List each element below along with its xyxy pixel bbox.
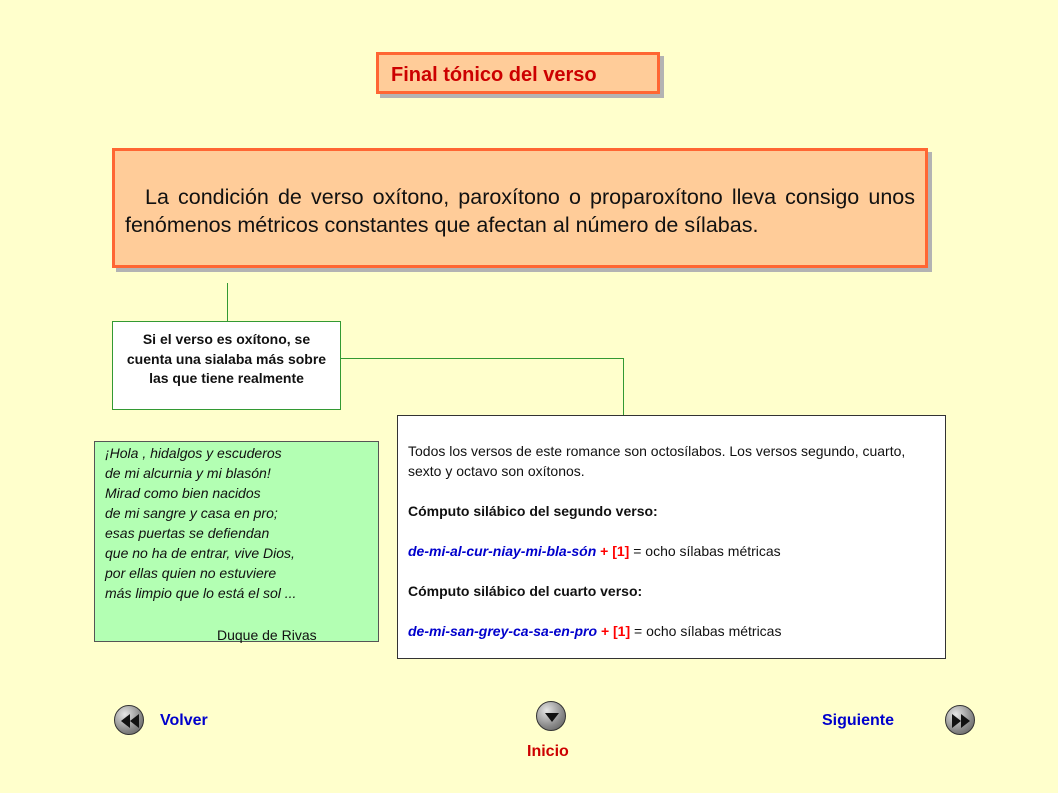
poem-line: más limpio que lo está el sol ... xyxy=(105,585,297,601)
poem-box xyxy=(94,441,379,642)
syllables-fourth-verse: de-mi-san-grey-ca-sa-en-pro xyxy=(408,623,598,639)
back-link[interactable]: Volver xyxy=(160,712,208,729)
equals-second: = ocho sílabas métricas xyxy=(629,543,781,559)
explanation-intro: Todos los versos de este romance son octosílabos. Los versos segundo, cuarto, sexto y octavo son oxítonos. xyxy=(408,443,906,479)
poem-line: de mi sangre y casa en pro; xyxy=(105,505,278,521)
heading-second-verse: Cómputo silábico del segundo verso: xyxy=(408,503,658,519)
connector-oxitono-horizontal xyxy=(341,358,624,359)
explanation-box xyxy=(397,415,946,659)
chevron-down-icon xyxy=(537,702,567,732)
connector-main-to-oxitono xyxy=(227,283,228,321)
poem-line: esas puertas se defiendan xyxy=(105,525,270,541)
poem-author: Duque de Rivas xyxy=(217,627,317,643)
poem-line: de mi alcurnia y mi blasón! xyxy=(105,465,271,481)
oxitono-box xyxy=(112,321,341,410)
page-title: Final tónico del verso xyxy=(391,64,597,86)
fast-forward-icon xyxy=(946,706,976,736)
connector-to-explanation xyxy=(623,358,624,415)
next-link[interactable]: Siguiente xyxy=(822,712,895,729)
heading-fourth-verse: Cómputo silábico del cuarto verso: xyxy=(408,583,643,599)
syllables-second-verse: de-mi-al-cur-niay-mi-bla-són xyxy=(408,543,597,559)
rewind-icon xyxy=(115,706,145,736)
equals-fourth: = ocho sílabas métricas xyxy=(630,623,782,639)
title-box xyxy=(376,52,660,94)
back-button[interactable] xyxy=(114,705,144,735)
poem-line: que no ha de entrar, vive Dios, xyxy=(105,545,295,561)
computation-second-verse xyxy=(408,541,935,561)
main-statement-box xyxy=(112,148,928,268)
next-button[interactable] xyxy=(945,705,975,735)
computation-fourth-verse xyxy=(408,621,935,641)
plus-one-second: + [1] xyxy=(600,543,630,559)
poem-line: ¡Hola , hidalgos y escuderos xyxy=(105,445,282,461)
poem-line: Mirad como bien nacidos xyxy=(105,485,261,501)
main-statement: La condición de verso oxítono, paroxítono o proparoxítono lleva consigo unos fenómenos métricos constantes que afectan al número de sílabas. xyxy=(125,185,915,237)
plus-one-fourth: + [1] xyxy=(600,623,631,639)
home-button[interactable] xyxy=(536,701,566,731)
home-link[interactable]: Inicio xyxy=(527,743,569,760)
poem-line: por ellas quien no estuviere xyxy=(105,565,277,581)
oxitono-text: Si el verso es oxítono, se cuenta una sialaba más sobre las que tiene realmente xyxy=(126,331,327,386)
